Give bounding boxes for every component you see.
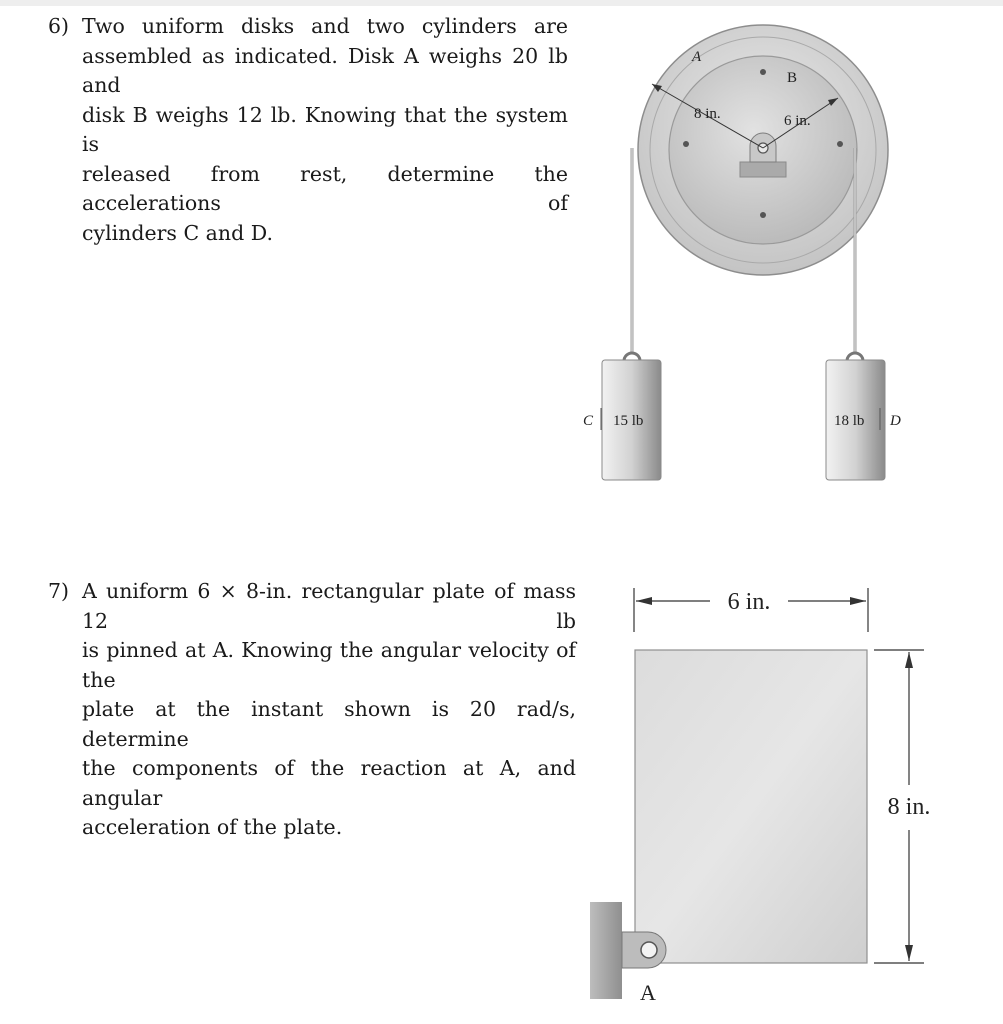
wall-support (590, 902, 622, 999)
pin-a (641, 942, 657, 958)
cylinder-c-label: C (583, 413, 594, 429)
rectangular-plate (635, 650, 867, 963)
axle-bracket (740, 162, 786, 177)
cylinder-c-weight: 15 lb (613, 413, 644, 429)
problem-6-line-3: disk B weighs 12 lb. Knowing that the system is (82, 102, 568, 156)
problem-6-line-2: assembled as indicated. Disk A weighs 20 lb and (82, 43, 568, 97)
problem-6-number: 6) (48, 14, 70, 38)
problem-6-line-5: cylinders C and D. (82, 220, 273, 245)
problem-6-line-1: Two uniform disks and two cylinders are (82, 14, 568, 38)
disk-b-label: B (787, 70, 798, 86)
bolt-right (837, 141, 843, 147)
height-arrow-top (905, 652, 913, 668)
height-label: 8 in. (887, 794, 931, 820)
problem-7-line-4: the components of the reaction at A, and angular (82, 756, 576, 810)
cylinder-d-weight: 18 lb (834, 413, 865, 429)
width-label: 6 in. (727, 589, 771, 615)
figure-7-plate (590, 588, 930, 1005)
figure-6-pulley-system (583, 25, 901, 480)
pin-a-label: A (640, 980, 656, 1005)
radius-b-label: 6 in. (784, 113, 811, 129)
width-arrow-left (636, 597, 652, 605)
problem-7-number: 7) (48, 579, 70, 603)
problem-7-line-1: A uniform 6 × 8-in. rectangular plate of mass 12 lb (82, 579, 576, 633)
height-arrow-bottom (905, 945, 913, 961)
problem-7-line-2: is pinned at A. Knowing the angular velocity of the (82, 638, 576, 692)
bolt-left (683, 141, 689, 147)
problem-7-line-5: acceleration of the plate. (82, 815, 343, 839)
cylinder-d-label: D (890, 413, 901, 429)
width-arrow-right (850, 597, 866, 605)
problem-7-line-3: plate at the instant shown is 20 rad/s, determine (82, 697, 576, 751)
bolt-bottom (760, 212, 766, 218)
problem-6-line-4: released from rest, determine the accelerations of (82, 161, 568, 215)
disk-a-label: A (692, 49, 702, 65)
bolt-top (760, 69, 766, 75)
radius-a-label: 8 in. (694, 106, 721, 122)
